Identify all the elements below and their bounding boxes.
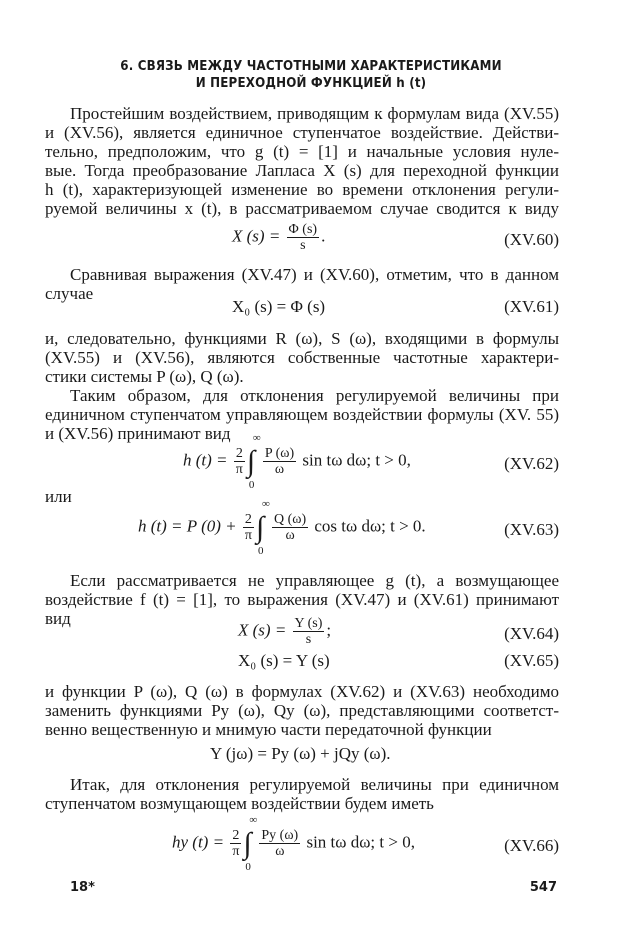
text-line: Простейшим воздействием, приводящим к формулам вида (XV.55) bbox=[70, 104, 559, 123]
integral-sign: ∫ ∞ 0 bbox=[255, 497, 270, 557]
section-heading-line-2: И ПЕРЕХОДНОЙ ФУНКЦИЕЙ h (t) bbox=[195, 75, 427, 91]
equation-number: (XV.65) bbox=[504, 651, 559, 670]
text-line: вид bbox=[45, 609, 71, 628]
equation-number: (XV.60) bbox=[504, 230, 559, 249]
text-line: и функции P (ω), Q (ω) в формулах (XV.62) и (XV.63) необходимо bbox=[45, 682, 559, 701]
transfer-function-equation: Y (jω) = Py (ω) + jQy (ω). bbox=[210, 744, 391, 763]
text-line: ступенчатом возмущающем воздействии будем иметь bbox=[45, 794, 434, 813]
text-line: единичном ступенчатом управляющем воздействии формулы (XV. 55) bbox=[45, 405, 559, 424]
text-line: и (XV.56) принимают вид bbox=[45, 424, 231, 443]
text-line: венно вещественную и мнимую части передаточной функции bbox=[45, 720, 492, 739]
text-line: воздействие f (t) = [1], то выражения (XV.47) и (XV.61) принимают bbox=[45, 590, 559, 609]
text-line: стики системы P (ω), Q (ω). bbox=[45, 367, 244, 386]
page-number: 547 bbox=[529, 880, 557, 895]
text-line: Итак, для отклонения регулируемой величины при единичном bbox=[70, 775, 559, 794]
equation-xv64: X (s) = $\frac{Y (s)}{s}$ ; bbox=[238, 616, 332, 647]
text-line: Сравнивая выражения (XV.47) и (XV.60), отметим, что в данном bbox=[70, 265, 559, 284]
text-line: заменить функциями Py (ω), Qy (ω), представляющими соответст- bbox=[45, 701, 559, 720]
text-line: руемой величины x (t), в рассматриваемом случае сводится к виду bbox=[45, 199, 559, 218]
equation-xv65: X₀ (s) = Y (s) bbox=[238, 651, 330, 670]
text-line: тельно, предположим, что g (t) = [1] и начальные условия нуле- bbox=[45, 142, 559, 161]
text-line: (XV.55) и (XV.56), являются собственные частотные характери- bbox=[45, 348, 559, 367]
integral-sign: ∫ ∞ 0 bbox=[246, 431, 261, 491]
equation-xv61: X₀ (s) = Φ (s) bbox=[232, 297, 326, 316]
text-line: вые. Тогда преобразование Лапласа X (s) для переходной функции bbox=[45, 161, 559, 180]
equation-number: (XV.61) bbox=[504, 297, 559, 316]
equation-number: (XV.63) bbox=[504, 520, 559, 539]
section-heading-line-1: 6. СВЯЗЬ МЕЖДУ ЧАСТОТНЫМИ ХАРАКТЕРИСТИКАМИ bbox=[120, 58, 502, 74]
text-line: Таким образом, для отклонения регулируемой величины при bbox=[70, 386, 559, 405]
equation-xv60: X (s) = $\frac{\Phi (s)}{s}$ . bbox=[232, 222, 326, 253]
equation-xv63: h (t) = P (0) + $\frac{2}{\pi}$ ∫ ∞ 0 $\frac{Q (\omega)}{\omega}$ cos tω dω; t > 0. bbox=[138, 497, 426, 557]
equation-xv66: hy (t) = $\frac{2}{\pi}$ ∫ ∞ 0 $\frac{Py (\omega)}{\omega}$ sin tω dω; t > 0, bbox=[172, 813, 415, 873]
text-line: h (t), характеризующей изменение во времени отклонения регули- bbox=[45, 180, 559, 199]
equation-xv62: h (t) = $\frac{2}{\pi}$ ∫ ∞ 0 $\frac{P (\omega)}{\omega}$ sin tω dω; t > 0, bbox=[183, 431, 411, 491]
fraction: $\frac{\Phi (s)}{s}$ bbox=[288, 222, 318, 253]
equation-number: (XV.64) bbox=[504, 624, 559, 643]
equation-number: (XV.62) bbox=[504, 454, 559, 473]
text-line: или bbox=[45, 487, 72, 506]
integral-sign: ∫ ∞ 0 bbox=[243, 813, 258, 873]
text-line: Если рассматривается не управляющее g (t), а возмущающее bbox=[70, 571, 559, 590]
equation-number: (XV.66) bbox=[504, 836, 559, 855]
text-line: случае bbox=[45, 284, 94, 303]
equation-lhs: X (s) = bbox=[232, 226, 285, 246]
text-line: и (XV.56), является единичное ступенчатое воздействие. Действи- bbox=[45, 123, 559, 142]
text-line: и, следовательно, функциями R (ω), S (ω), входящими в формулы bbox=[45, 329, 559, 348]
footer-signature-mark: 18* bbox=[70, 880, 95, 895]
